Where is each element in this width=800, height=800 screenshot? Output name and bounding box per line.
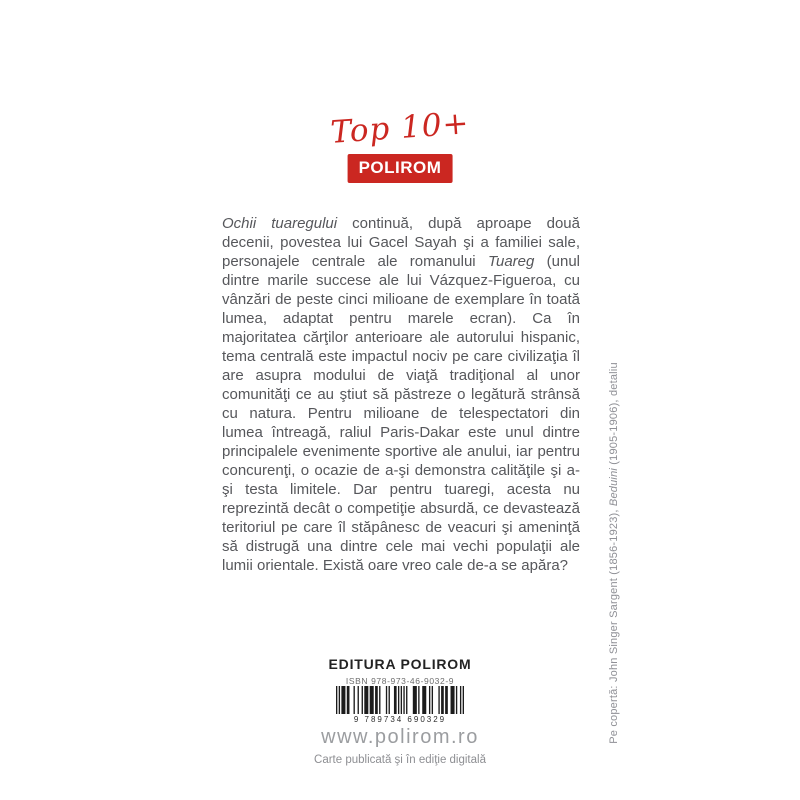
blurb-text-1: continuă, după aproape două decenii, povestea lui Gacel Sayah şi a familiei sale, personajele centrale ale romanului (222, 215, 580, 270)
website-url: www.polirom.ro (321, 726, 479, 748)
publisher-logo (348, 154, 453, 183)
publisher-imprint: EDITURA POLIROM (328, 656, 472, 672)
barcode (336, 686, 464, 724)
barcode-bars (336, 686, 464, 714)
collection-logo-top10: Top 10+ (329, 105, 471, 151)
credit-text-2: (1905-1906), detaliu (608, 362, 620, 468)
isbn-label: ISBN 978-973-46-9032-9 (345, 676, 455, 686)
barcode-digits: 9 789734 690329 (353, 715, 447, 724)
book-title-tuareg: Tuareg (487, 253, 535, 270)
back-cover-blurb (222, 214, 580, 575)
cover-art-credit (608, 362, 620, 744)
blurb-text-2: (unul dintre marile succese ale lui Vázquez-Figueroa, cu vânzări de peste cinci milioane de exemplare în toată lumea, adaptat pentru marele ecran). Ca în majoritatea cărţilor anterioare ale autorului hispanic, tema centrală este impactul nociv pe care civilizaţia îl are asupra modului de viaţă tradiţional al unor comunităţi ce au ştiut să păstreze o legătură strânsă cu natura. Pentru milioane de telespectatori din lumea întreagă, raliul Paris-Dakar este unul dintre principalele evenimente sportive ale anului, iar pentru concurenţi, o ocazie de a-şi demonstra calităţile şi a-şi testa limitele. Dar pentru tuaregi, acesta nu reprezintă decât o competiţie absurdă, ce devastează teritoriul pe care îl stăpânesc de veacuri şi ameninţă să distrugă una dintre cele mai vechi populaţii ale lumii orientale. Există oare vreo cale de-a se apăra? (222, 253, 580, 574)
credit-text-1: Pe copertă: John Singer Sargent (1856-1923), (608, 506, 620, 744)
digital-edition-note: Carte publicată şi în ediţie digitală (314, 754, 486, 766)
book-title-ochii-tuaregului: Ochii tuaregului (222, 215, 338, 232)
publisher-logo-text: POLIROM (358, 158, 442, 177)
painting-title: Beduini (608, 467, 620, 507)
